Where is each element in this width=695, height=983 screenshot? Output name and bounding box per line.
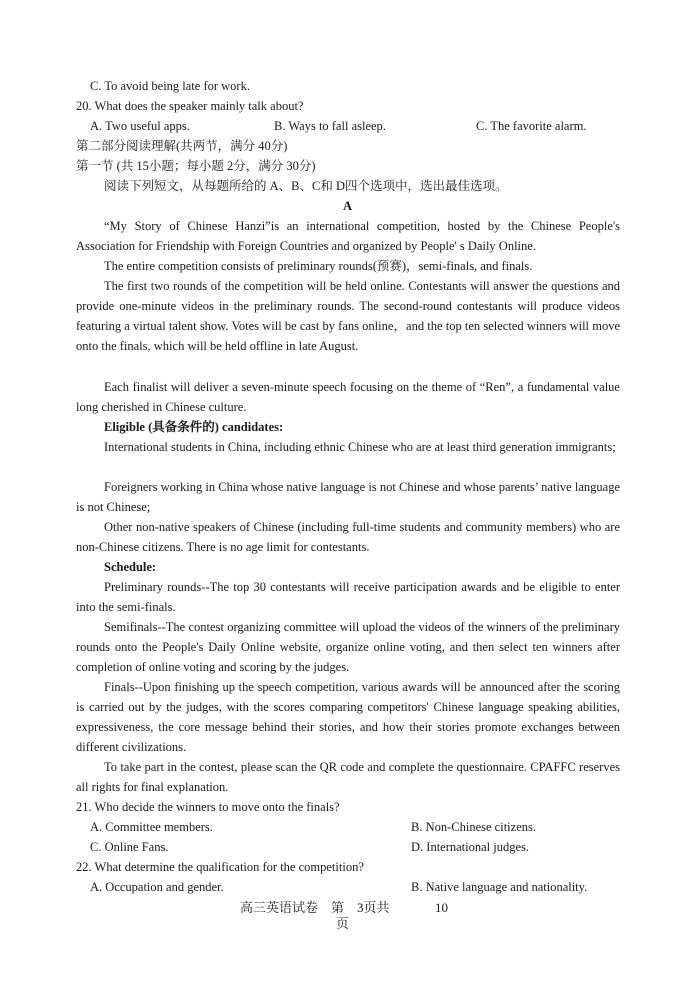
q21-option-c: C. Online Fans. [90, 840, 169, 854]
passage-paragraph-3: The first two rounds of the competition will be held online. Contestants will answer the questions and provide one-minute videos in the preliminary rounds. The second-round contestants will produce videos featuring a virtual talent show. Votes will be cast by fans online，and the top ten selected winners will move onto the finals, which will be held offline in late August. [76, 279, 620, 353]
q20-option-c: C. The favorite alarm. [476, 119, 587, 133]
section1-heading: 第一节 (共 15小题；每小题 2分，满分 30分) [76, 159, 316, 173]
q22-stem: 22. What determine the qualification for the competition? [76, 860, 364, 874]
schedule-heading: Schedule: [104, 560, 157, 574]
part2-heading: 第二部分阅读理解(共两节，满分 40分) [76, 139, 288, 153]
q20-option-a: A. Two useful apps. [90, 119, 190, 133]
q20-option-b: B. Ways to fall asleep. [274, 119, 386, 133]
q21-option-b: B. Non-Chinese citizens. [411, 820, 536, 834]
eligible-item-2: Foreigners working in China whose native language is not Chinese and whose parents’ native language is not Chinese; [76, 480, 620, 514]
q21-stem: 21. Who decide the winners to move onto the finals? [76, 800, 340, 814]
schedule-finals: Finals--Upon finishing up the speech competition, various awards will be announced after the scoring is carried out by the judges, with the scores comparing competitors' Chinese language speaking abilities, expressiveness, the core message behind their stories, and how their stories promote exchanges between different civilizations. [76, 680, 620, 754]
passage-label: A [342, 199, 353, 213]
q22-option-a: A. Occupation and gender. [90, 880, 224, 894]
q21-option-a: A. Committee members. [90, 820, 213, 834]
schedule-semifinals: Semifinals--The contest organizing committee will upload the videos of the winners of the preliminary rounds onto the People's Daily Online website, organize online voting, and then select ten winners after completion of online voting and scoring by the judges. [76, 620, 620, 674]
footer-line-2: 页 [336, 916, 350, 931]
eligible-item-1: International students in China, including ethnic Chinese who are at least third generation immigrants; [104, 440, 616, 454]
passage-paragraph-4: Each finalist will deliver a seven-minute speech focusing on the theme of “Ren”, a fundamental value long cherished in Chinese culture. [76, 380, 620, 414]
eligible-heading: Eligible (具备条件的) candidates: [104, 420, 284, 434]
schedule-preliminary: Preliminary rounds--The top 30 contestants will receive participation awards and be eligible to enter into the semi-finals. [76, 580, 620, 614]
page-footer [240, 900, 470, 932]
eligible-item-3: Other non-native speakers of Chinese (including full-time students and community members) who are non-Chinese citizens. There is no age limit for contestants. [76, 520, 620, 554]
instruction: 阅读下列短文，从每题所给的 A、B、C和 D四个选项中，选出最佳选项。 [104, 179, 508, 193]
q22-option-b: B. Native language and nationality. [411, 880, 588, 894]
passage-paragraph-2: The entire competition consists of preliminary rounds(预赛)，semi-finals, and finals. [104, 259, 533, 273]
q20-stem: 20. What does the speaker mainly talk about? [76, 99, 304, 113]
q21-option-d: D. International judges. [411, 840, 530, 854]
passage-paragraph-1: “My Story of Chinese Hanzi”is an international competition, hosted by the Chinese People's Association for Friendship with Foreign Countries and organized by People' s Daily Online. [76, 219, 620, 253]
q19-option-c: C. To avoid being late for work. [90, 79, 250, 93]
footer-line-1: 高三英语试卷 第 3页共 10 [240, 900, 449, 915]
participation-note: To take part in the contest, please scan the QR code and complete the questionnaire. CPAFFC reserves all rights for final explanation. [76, 760, 620, 794]
